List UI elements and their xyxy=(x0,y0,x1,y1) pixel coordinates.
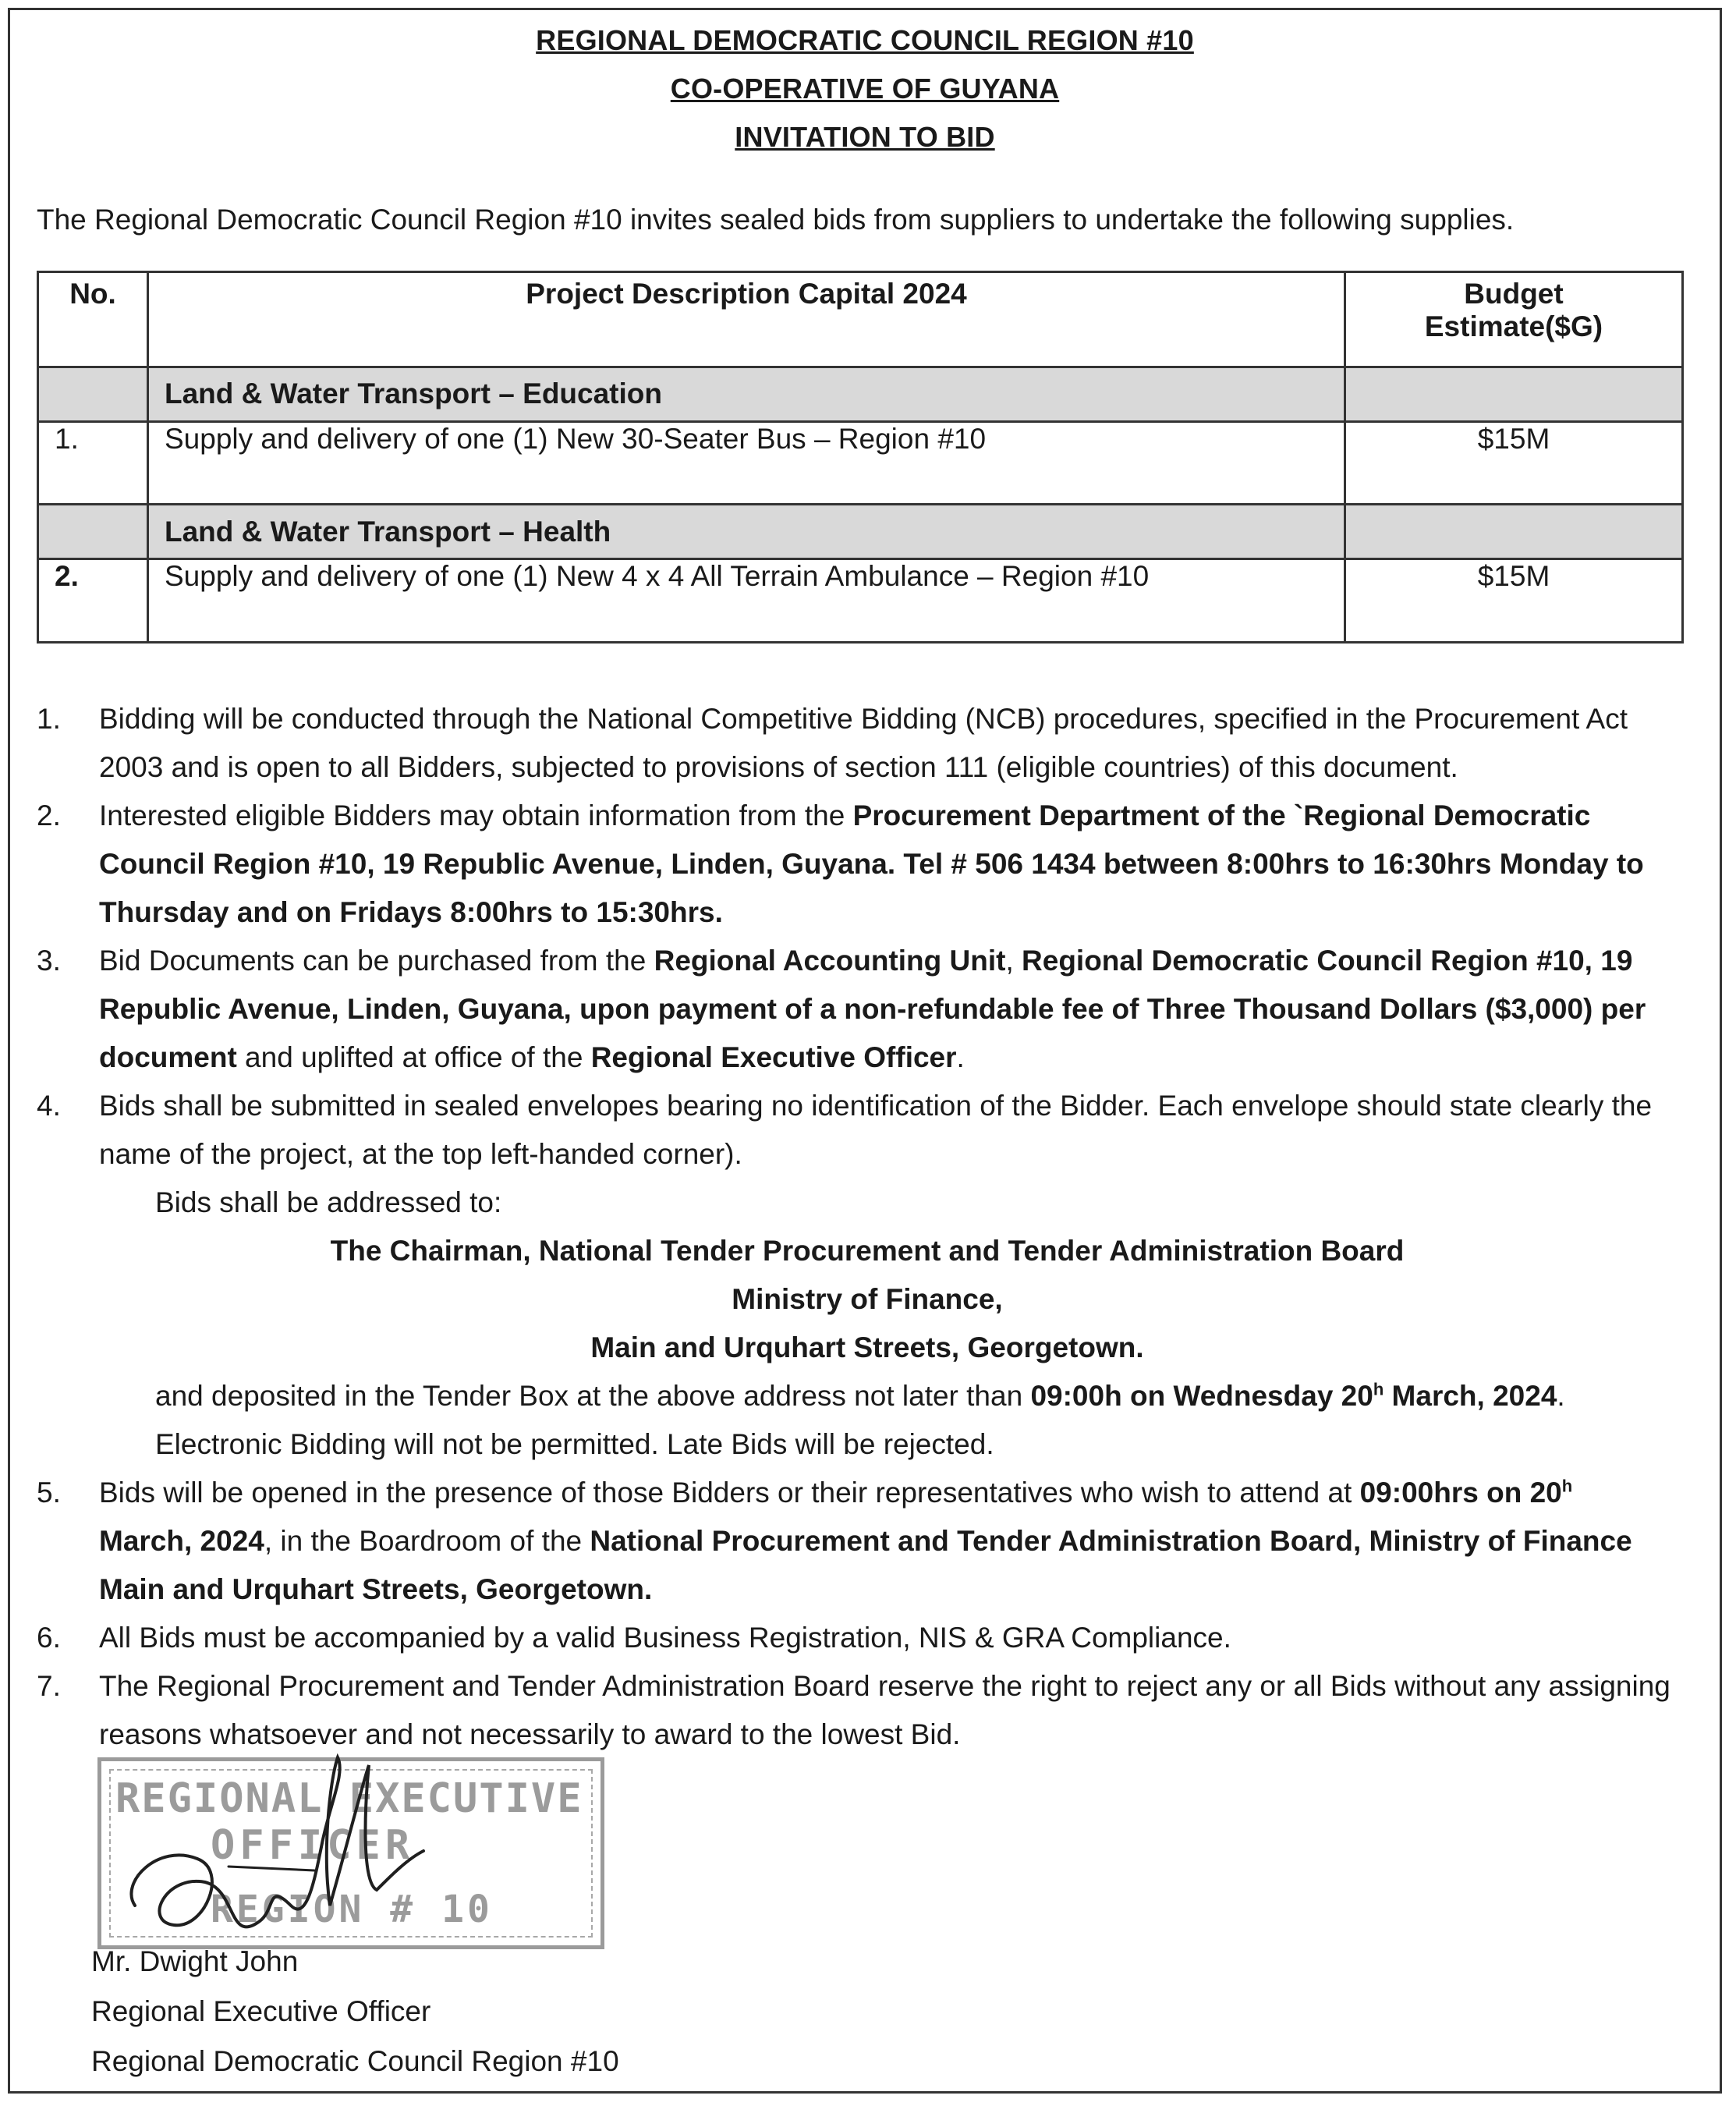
item-number: 4. xyxy=(37,1090,61,1122)
item-text: Interested eligible Bidders may obtain information from the xyxy=(99,800,853,831)
item-text: Bids shall be submitted in sealed envelopes bearing no identification of the Bidder. Each envelope should state clearly the name of the project, at the top left-handed corner). xyxy=(99,1090,1653,1170)
address-line-3: Main and Urquhart Streets, Georgetown. xyxy=(590,1331,1144,1363)
row-budget: $15M xyxy=(1345,421,1683,505)
item-bold-text: March, 2024 xyxy=(99,1525,264,1557)
item-bold-text: Regional Accounting Unit xyxy=(654,945,1006,977)
item-text: Bids will be opened in the presence of those Bidders or their representatives who wish to attend at xyxy=(99,1477,1360,1509)
row-number: 1. xyxy=(38,421,148,505)
item-bold-text: Regional Democratic Council Region #10, 19 Republic Avenue, Linden, Guyana, upon payment of a non-refundable fee of Three Thousand Dollars ($3,000) per document xyxy=(99,945,1646,1073)
list-item xyxy=(37,792,1698,937)
document-page xyxy=(8,8,1722,2094)
bid-table xyxy=(37,271,1684,644)
addressed-to-label: Bids shall be addressed to: xyxy=(155,1186,502,1218)
list-item xyxy=(37,937,1698,1082)
item-text: The Regional Procurement and Tender Administration Board reserve the right to reject any or all Bids without any assigning reasons whatsoever and not necessarily to award to the lowest Bid. xyxy=(99,1670,1670,1750)
address-line-1: The Chairman, National Tender Procurement and Tender Administration Board xyxy=(330,1235,1405,1267)
item-bold-text: National Procurement and Tender Administration Board, Ministry of Finance Main and Urquhart Streets, Georgetown. xyxy=(99,1525,1632,1605)
deposit-deadline: 09:00h on Wednesday 20 xyxy=(1030,1380,1373,1412)
col-no-header: No. xyxy=(38,272,148,367)
item-number: 1. xyxy=(37,703,61,735)
item-text: Bid Documents can be purchased from the xyxy=(99,945,654,977)
signatory-block xyxy=(91,1937,619,2086)
row-number: 2. xyxy=(38,559,148,643)
header-line-2: CO-OPERATIVE OF GUYANA xyxy=(670,73,1060,105)
signatory-name: Mr. Dwight John xyxy=(91,1945,299,1977)
signatory-organization: Regional Democratic Council Region #10 xyxy=(91,2045,619,2077)
item-number: 5. xyxy=(37,1477,61,1509)
item-text: All Bids must be accompanied by a valid Business Registration, NIS & GRA Compliance. xyxy=(99,1622,1231,1654)
header-line-1: REGIONAL DEMOCRATIC COUNCIL REGION #10 xyxy=(536,24,1194,56)
item-number: 7. xyxy=(37,1670,61,1702)
item-bold-text: 09:00hrs on 20 xyxy=(1359,1477,1562,1509)
list-item xyxy=(37,695,1698,792)
list-item xyxy=(37,1469,1698,1614)
item-bold-text: Procurement Department of the `Regional Democratic Council Region #10, 19 Republic Avenue, Linden, Guyana. Tel # 506 1434 between 8:00hrs to 16:30hrs Monday to Thursday and on Fridays 8:00hrs to 15:30hrs. xyxy=(99,800,1644,928)
row-description: Supply and delivery of one (1) New 4 x 4 All Terrain Ambulance – Region #10 xyxy=(148,559,1345,643)
deposit-superscript: h xyxy=(1373,1379,1384,1399)
item-number: 6. xyxy=(37,1622,61,1654)
item-text: and uplifted at office of the xyxy=(236,1041,591,1073)
conditions-list xyxy=(37,695,1698,1759)
list-item xyxy=(37,1082,1698,1469)
list-item xyxy=(37,1614,1698,1662)
stamp-line-3: REGION # 10 xyxy=(211,1888,493,1931)
signature-icon xyxy=(112,1726,439,1960)
row-budget: $15M xyxy=(1345,559,1683,643)
deposit-deadline-date: March, 2024 xyxy=(1383,1380,1557,1412)
late-bids-note: Electronic Bidding will not be permitted. Late Bids will be rejected. xyxy=(155,1428,994,1460)
stamp-line-1: REGIONAL EXECUTIVE xyxy=(115,1775,583,1822)
intro-text: The Regional Democratic Council Region #10 invites sealed bids from suppliers to undertake the following supplies. xyxy=(37,204,1515,236)
item-bold-text: Regional Executive Officer xyxy=(590,1041,957,1073)
section-row xyxy=(38,505,1683,559)
signatory-title: Regional Executive Officer xyxy=(91,1995,431,2027)
item-number: 2. xyxy=(37,800,61,831)
budget-header-line-1: Budget xyxy=(1464,278,1564,310)
item-text: , in the Boardroom of the xyxy=(264,1525,590,1557)
table-row xyxy=(38,421,1683,505)
budget-header-line-2: Estimate($G) xyxy=(1424,310,1603,342)
address-line-2: Ministry of Finance, xyxy=(732,1283,1003,1315)
item-number: 3. xyxy=(37,945,61,977)
col-budget-header xyxy=(1345,272,1683,367)
item-text: . xyxy=(956,1041,965,1073)
section-title: Land & Water Transport – Health xyxy=(148,505,1345,559)
row-description: Supply and delivery of one (1) New 30-Seater Bus – Region #10 xyxy=(148,421,1345,505)
item-text: , xyxy=(1005,945,1022,977)
deposit-text: and deposited in the Tender Box at the above address not later than xyxy=(155,1380,1031,1412)
section-title: Land & Water Transport – Education xyxy=(148,367,1345,421)
table-header-row xyxy=(38,272,1683,367)
item-text: Bidding will be conducted through the National Competitive Bidding (NCB) procedures, specified in the Procurement Act 2003 and is open to all Bidders, subjected to provisions of section 111 (eligible countries) of this document. xyxy=(99,703,1628,783)
stamp-line-2: OFFICER xyxy=(211,1822,415,1869)
col-desc-header: Project Description Capital 2024 xyxy=(148,272,1345,367)
item-superscript: h xyxy=(1561,1476,1573,1496)
section-row xyxy=(38,367,1683,421)
deposit-line: and deposited in the Tender Box at the above address not later than 09:00h on Wednesday 20$^h$ March, 2024. xyxy=(155,1379,1565,1412)
table-row xyxy=(38,559,1683,643)
header-title: INVITATION TO BID xyxy=(735,121,995,153)
